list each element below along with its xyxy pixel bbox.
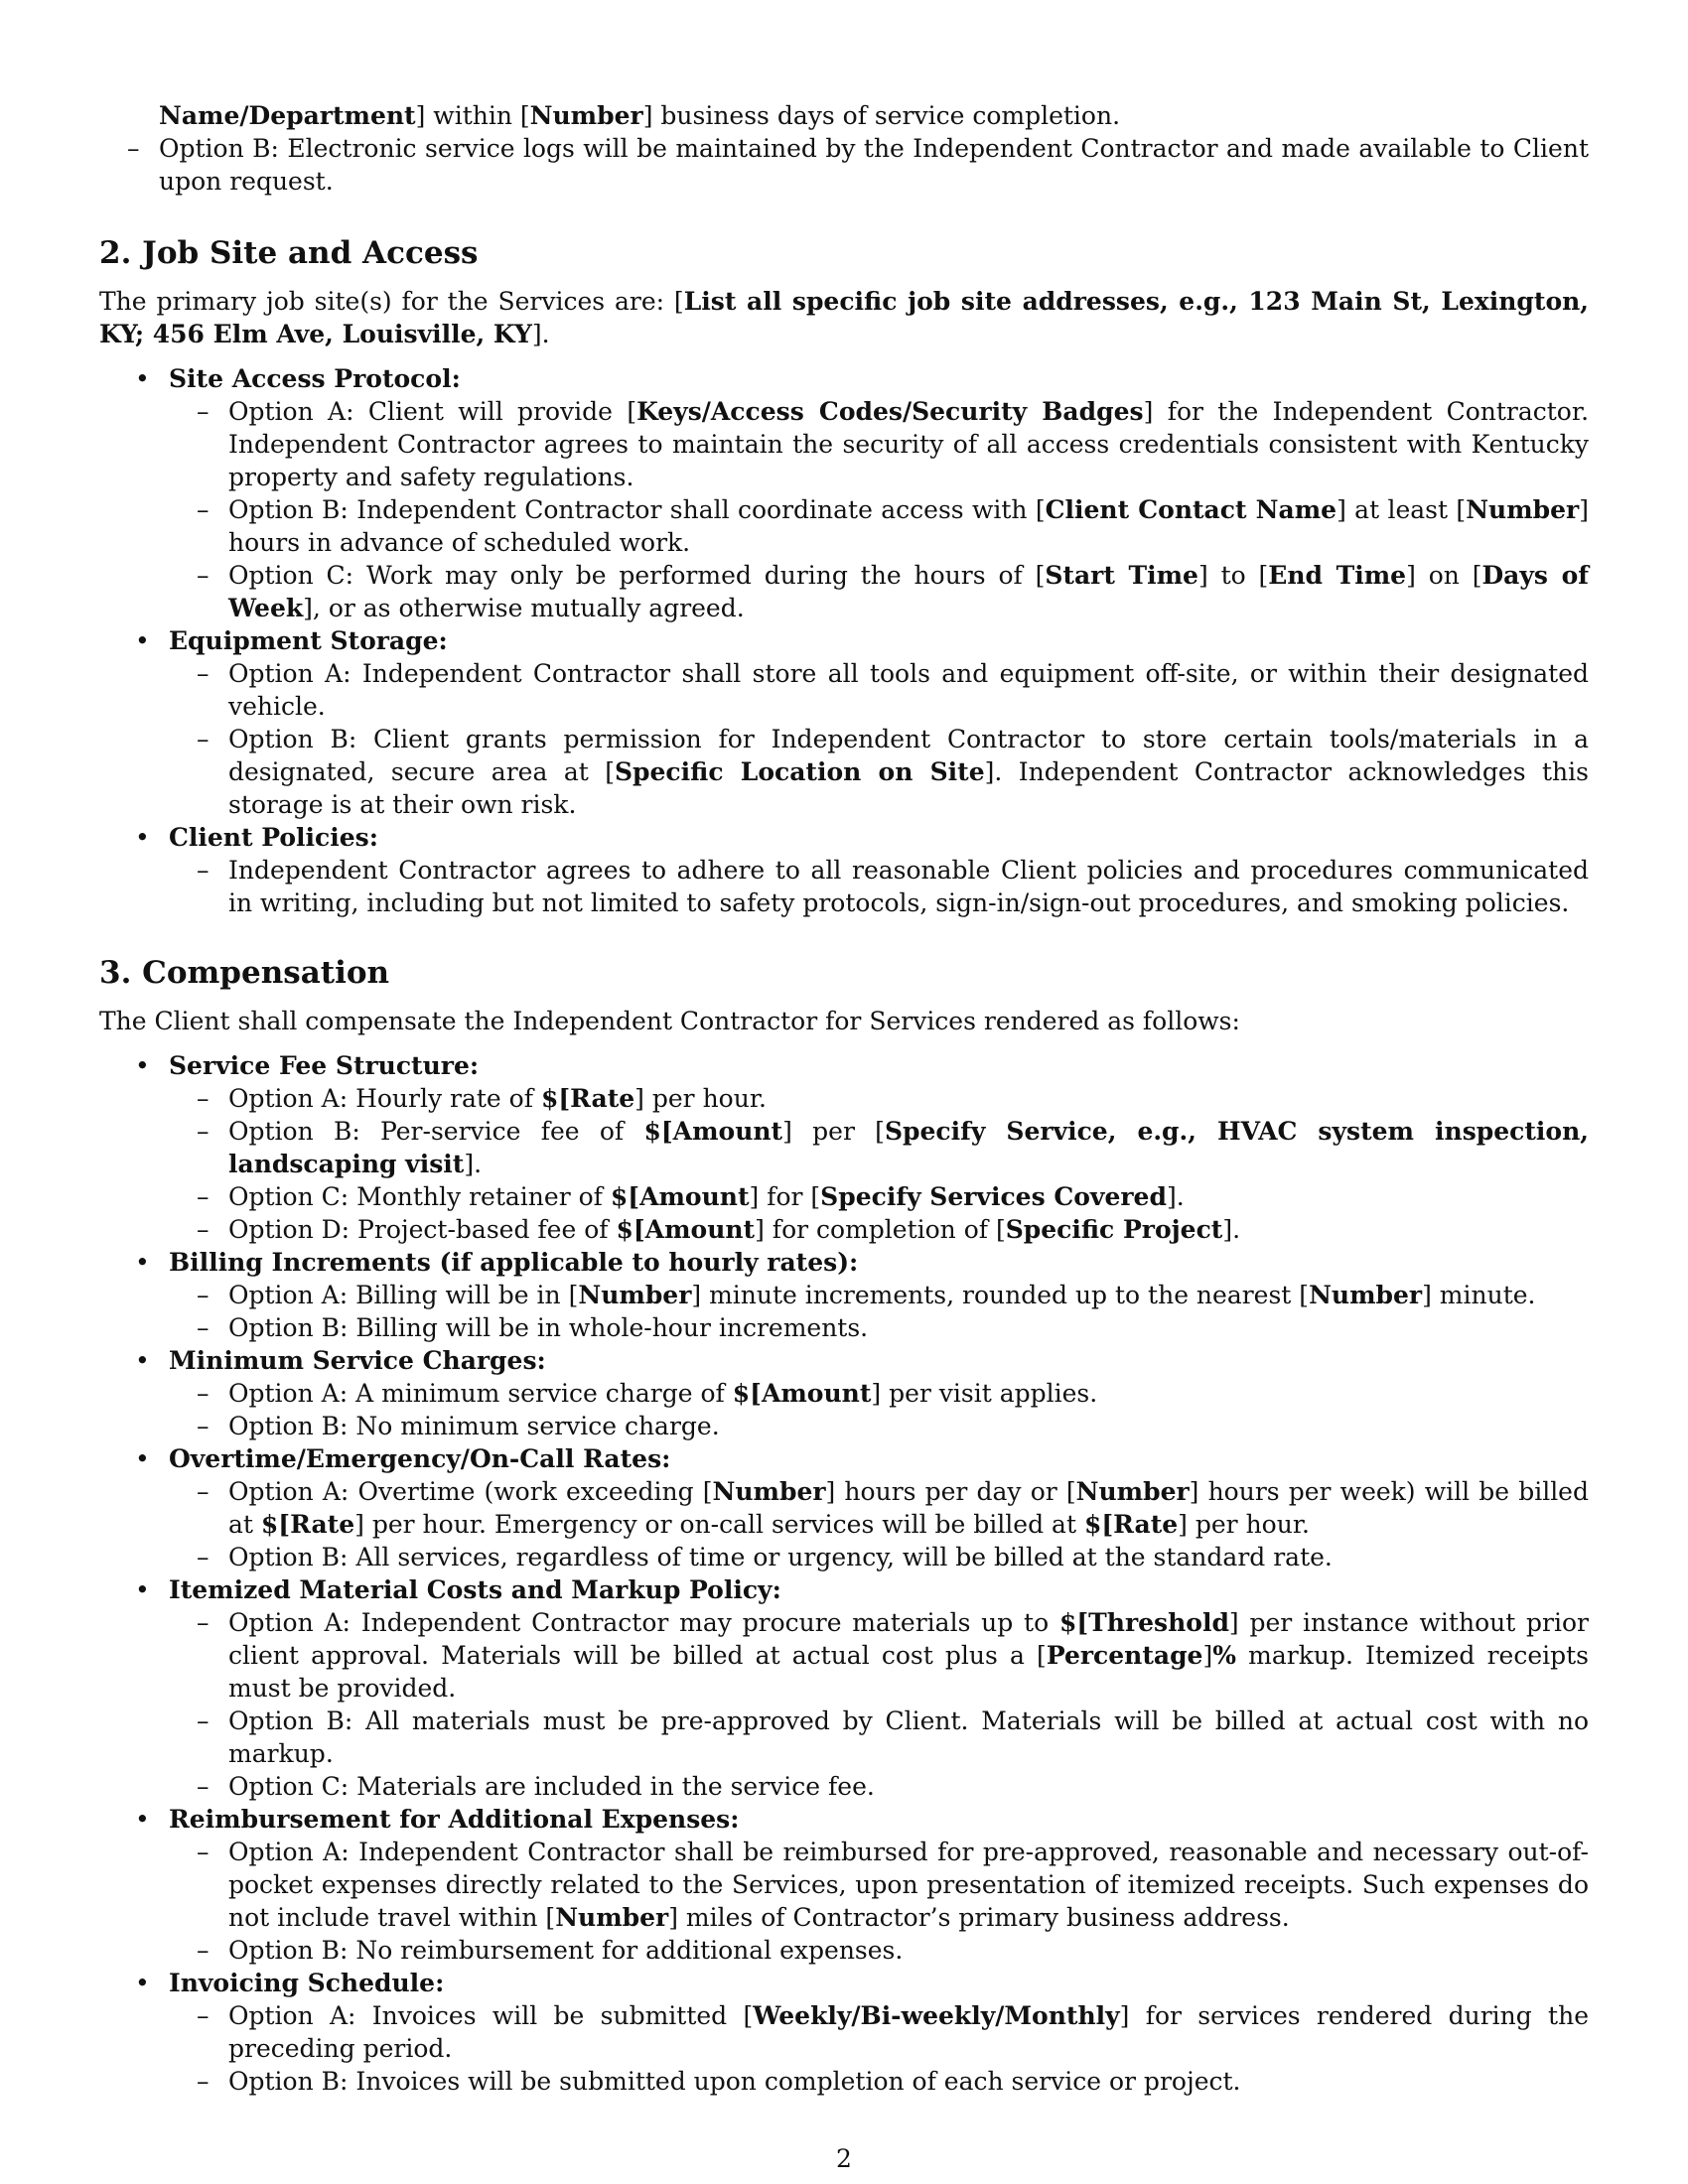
option-d: – Option D: Project-based fee of $[Amount] for completion of [Specific Project]. [197, 1215, 1241, 1244]
page-content [99, 99, 1589, 2098]
list-item-billing-increments [99, 1246, 1589, 1344]
intro-options [99, 132, 1589, 198]
job-site-paragraph: The primary job site(s) for the Services are: [List all specific job site addresses, e.g., 123 Main St, Lexington, KY; 456 Elm Ave, Louisville, KY]. [99, 287, 1590, 348]
bullet-marker: • [135, 1346, 150, 1375]
job-site-list [99, 362, 1589, 919]
intro-option-b: – Option B: Electronic service logs will be maintained by the Independent Contractor and made available to Client upon request. [127, 134, 1589, 196]
list-item-title: Reimbursement for Additional Expenses: [169, 1805, 740, 1834]
option-a: – Option A: Billing will be in [Number] minute increments, rounded up to the nearest [Number] minute. [197, 1281, 1536, 1309]
intro-continuation: Name/Department] within [Number] business days of service completion. [159, 101, 1121, 130]
option-b: – Option B: No minimum service charge. [197, 1412, 720, 1440]
bullet-marker: • [135, 1248, 150, 1277]
list-item-title: Overtime/Emergency/On-Call Rates: [169, 1444, 671, 1473]
list-item-minimum-charges [99, 1344, 1589, 1442]
option-a: – Option A: Client will provide [Keys/Access Codes/Security Badges] for the Independent Contractor. Independent Contractor agrees to maintain the security of all access credentials consistent with Kentucky property and safety regulations. [197, 397, 1590, 491]
list-item-title: Service Fee Structure: [169, 1051, 480, 1080]
bullet-marker: • [135, 1969, 150, 1997]
section-heading: 3. Compensation [99, 955, 390, 991]
list-item-title: Client Policies: [169, 823, 378, 852]
option-b: – Option B: Billing will be in whole-hour increments. [197, 1313, 869, 1342]
compensation-list [99, 1049, 1589, 2098]
option-a: – Option A: Hourly rate of $[Rate] per hour. [197, 1084, 767, 1113]
option-a: – Option A: Independent Contractor may procure materials up to $[Threshold] per instance without prior client approval. Materials will be billed at actual cost plus a [Percentage]% markup. Itemized receipts must be provided. [197, 1608, 1589, 1703]
option-b: – Option B: Per-service fee of $[Amount] per [Specify Service, e.g., HVAC system inspection, landscaping visit]. [197, 1117, 1589, 1178]
compensation-intro: The Client shall compensate the Independent Contractor for Services rendered as follows: [99, 1007, 1240, 1035]
list-item-site-access [99, 362, 1589, 624]
option-a: – Option A: A minimum service charge of $[Amount] per visit applies. [197, 1379, 1098, 1408]
list-item-title: Site Access Protocol: [169, 364, 461, 393]
list-item-equipment-storage [99, 624, 1589, 821]
list-item-title: Itemized Material Costs and Markup Policy: [169, 1575, 781, 1604]
option-a: – Option A: Independent Contractor shall store all tools and equipment off-site, or within their designated vehicle. [197, 659, 1589, 721]
option-b: – Option B: All materials must be pre-approved by Client. Materials will be billed at actual cost with no markup. [197, 1706, 1589, 1768]
option-b: – Option B: No reimbursement for additional expenses. [197, 1936, 904, 1965]
option-a: – Option A: Invoices will be submitted [Weekly/Bi-weekly/Monthly] for services rendered during the preceding period. [197, 2001, 1589, 2063]
option-b: – Option B: All services, regardless of time or urgency, will be billed at the standard rate. [197, 1543, 1333, 1571]
option-c: – Option C: Monthly retainer of $[Amount] for [Specify Services Covered]. [197, 1182, 1185, 1211]
list-item-client-policies [99, 821, 1589, 919]
list-item-material-costs [99, 1573, 1589, 1803]
list-item-service-fee [99, 1049, 1589, 1246]
list-item-title: Invoicing Schedule: [169, 1969, 445, 1997]
option-c: – Option C: Work may only be performed during the hours of [Start Time] to [End Time] on [Days of Week], or as otherwise mutually agreed. [197, 561, 1590, 622]
bullet-marker: • [135, 1051, 150, 1080]
list-item-title: Equipment Storage: [169, 626, 448, 655]
bullet-marker: • [135, 1575, 150, 1604]
bullet-marker: • [135, 1444, 150, 1473]
option-b: – Option B: Client grants permission for Independent Contractor to store certain tools/materials in a designated, secure area at [Specific Location on Site]. Independent Contractor acknowledges this storage is at their own risk. [197, 725, 1589, 819]
option-a: – Option A: Overtime (work exceeding [Number] hours per day or [Number] hours per week) will be billed at $[Rate] per hour. Emergency or on-call services will be billed at $[Rate] per hour. [197, 1477, 1589, 1539]
section-compensation [99, 953, 1589, 2098]
bullet-marker: • [135, 364, 150, 393]
list-item-title: Minimum Service Charges: [169, 1346, 546, 1375]
bullet-marker: • [135, 1805, 150, 1834]
list-item-invoicing [99, 1967, 1589, 2098]
option-a: – Option A: Independent Contractor shall be reimbursed for pre-approved, reasonable and necessary out-of-pocket expenses directly related to the Services, upon presentation of itemized receipts. Such expenses do not include travel within [Number] miles of Contractor’s primary business address. [197, 1838, 1589, 1932]
page-number: 2 [836, 2144, 852, 2173]
option-b: – Option B: Independent Contractor shall coordinate access with [Client Contact Name] at least [Number] hours in advance of scheduled work. [197, 495, 1589, 557]
option-b: – Option B: Invoices will be submitted upon completion of each service or project. [197, 2067, 1241, 2096]
section-heading: 2. Job Site and Access [99, 235, 479, 271]
list-item-reimbursement [99, 1803, 1589, 1967]
list-item-title: Billing Increments (if applicable to hourly rates): [169, 1248, 859, 1277]
bullet-marker: • [135, 626, 150, 655]
bullet-marker: • [135, 823, 150, 852]
section-job-site [99, 233, 1589, 919]
list-item-overtime-rates [99, 1442, 1589, 1573]
policy-text: – Independent Contractor agrees to adhere to all reasonable Client policies and procedures communicated in writing, including but not limited to safety protocols, sign-in/sign-out procedures, and smoking policies. [197, 856, 1589, 917]
dash-marker: – [127, 134, 140, 163]
option-c: – Option C: Materials are included in the service fee. [197, 1772, 875, 1801]
